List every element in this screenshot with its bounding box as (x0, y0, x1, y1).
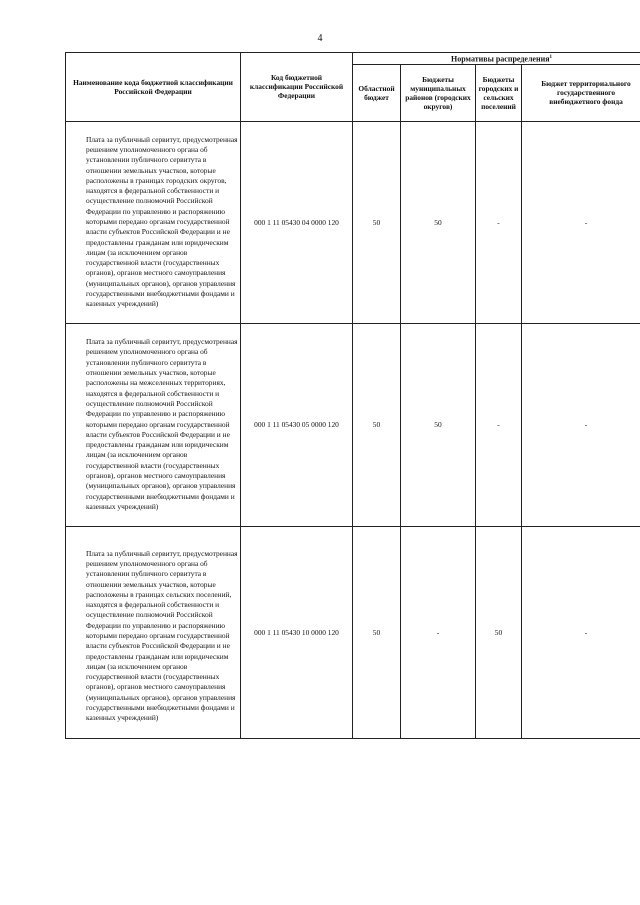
header-name: Наименование кода бюджетной классификации Российской Федерации (66, 53, 241, 122)
row-regional-value: 50 (353, 526, 401, 738)
page-number: 4 (317, 33, 323, 44)
row-urban-rural-value: 50 (476, 526, 522, 738)
row-urban-rural-value: - (476, 121, 522, 323)
header-code: Код бюджетной классификации Российской Федерации (241, 53, 353, 122)
row-code: 000 1 11 05430 04 0000 120 (241, 121, 353, 323)
row-municipal-value: - (401, 526, 476, 738)
row-code: 000 1 11 05430 10 0000 120 (241, 526, 353, 738)
header-regional-budget: Областной бюджет (353, 64, 401, 121)
row-fund-value: - (522, 526, 640, 738)
row-regional-value: 50 (353, 323, 401, 526)
row-regional-value: 50 (353, 121, 401, 323)
table-row (66, 121, 640, 323)
header-fund-budget: Бюджет территориального государственного внебюджетного фонда (522, 64, 640, 121)
table-row (66, 526, 640, 738)
header-group-footnote-mark: 1 (549, 55, 553, 60)
row-fund-value: - (522, 121, 640, 323)
row-code: 000 1 11 05430 05 0000 120 (241, 323, 353, 526)
row-name: Плата за публичный сервитут, предусмотренная решением уполномоченного органа об установлении публичного сервитута в отношении земельных участков, которые расположены на межселенных территориях, находятся в федеральной собственности и осуществление полномочий Российской Федерации по управлению и распоряжению которыми передано органам государственной власти субъектов Российской Федерации и не предоставлены гражданам или юридическим лицам (за исключением органов государственной власти (государственных органов), органов местного самоуправления (муниципальных органов), органов управления государственными внебюджетными фондами и казенных учреждений) (66, 323, 241, 526)
table-row (66, 323, 640, 526)
header-municipal-budgets: Бюджеты муниципальных районов (городских округов) (401, 64, 476, 121)
header-group-label: Нормативы распределения (451, 54, 550, 64)
row-fund-value: - (522, 323, 640, 526)
row-name: Плата за публичный сервитут, предусмотренная решением уполномоченного органа об установлении публичного сервитута в отношении земельных участков, которые расположены в границах городских округов, находятся в федеральной собственности и осуществление полномочий Российской Федерации по управлению и распоряжению которыми передано органам государственной власти субъектов Российской Федерации и не предоставлены гражданам или юридическим лицам (за исключением органов государственной власти (государственных органов), органов местного самоуправления (муниципальных органов), органов управления государственными внебюджетными фондами и казенных учреждений) (66, 121, 241, 323)
row-municipal-value: 50 (401, 323, 476, 526)
header-urban-rural-budgets: Бюджеты городских и сельских поселений (476, 64, 522, 121)
row-name: Плата за публичный сервитут, предусмотренная решением уполномоченного органа об установлении публичного сервитута в отношении земельных участков, которые расположены в границах сельских поселений, находятся в федеральной собственности и осуществление полномочий Российской Федерации по управлению и распоряжению которыми передано органам государственной власти субъектов Российской Федерации и не предоставлены гражданам или юридическим лицам (за исключением органов государственной власти (государственных органов), органов местного самоуправления (муниципальных органов), органов управления государственными внебюджетными фондами и казенных учреждений) (66, 526, 241, 738)
header-distribution-group (353, 53, 640, 65)
row-municipal-value: 50 (401, 121, 476, 323)
row-urban-rural-value: - (476, 323, 522, 526)
budget-distribution-table (65, 52, 640, 739)
